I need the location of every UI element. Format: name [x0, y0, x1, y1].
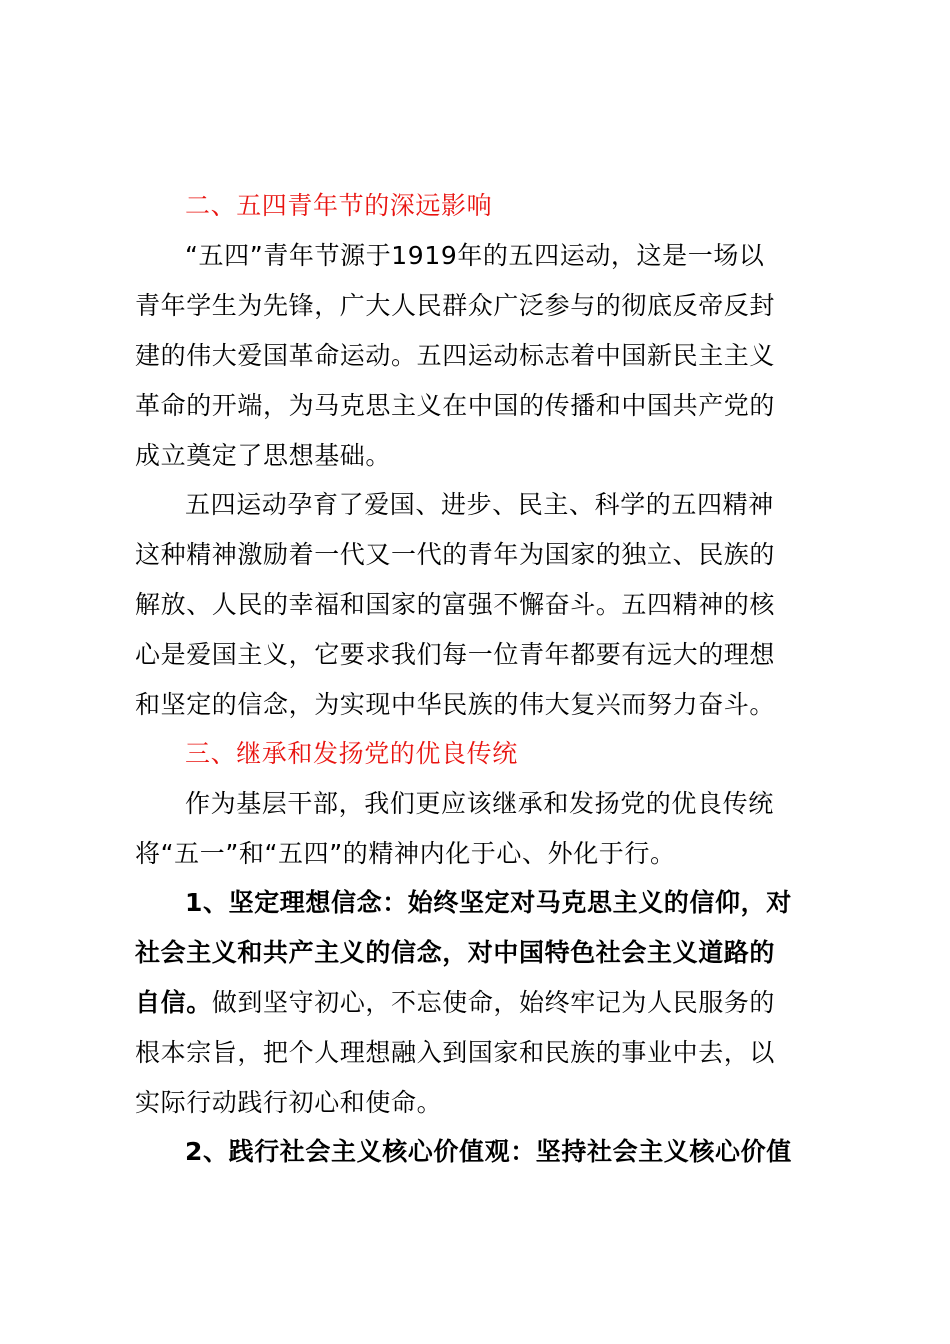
paragraph-line: 青年学生为先锋，广大人民群众广泛参与的彻底反帝反封 [135, 291, 776, 320]
item-1-normal-tail: 做到坚守初心，不忘使命，始终牢记为人民服务的 [211, 988, 776, 1017]
paragraph-line: 解放、人民的幸福和国家的富强不懈奋斗。五四精神的核 [135, 590, 776, 619]
item-1-bold-line: 社会主义和共产主义的信念，对中国特色社会主义道路的 [135, 938, 776, 967]
paragraph-line: 将“五一”和“五四”的精神内化于心、外化于行。 [135, 839, 676, 868]
paragraph-line: 心是爱国主义，它要求我们每一位青年都要有远大的理想 [135, 640, 776, 669]
item-2-bold-line: 2、践行社会主义核心价值观：坚持社会主义核心价值 [185, 1137, 792, 1166]
item-1-bold-line: 1、坚定理想信念：始终坚定对马克思主义的信仰，对 [185, 888, 792, 917]
section-3-heading: 三、继承和发扬党的优良传统 [185, 739, 518, 768]
paragraph-line: 实际行动践行初心和使命。 [135, 1088, 443, 1117]
paragraph-line: 成立奠定了思想基础。 [135, 441, 392, 470]
paragraph-line: 革命的开端，为马克思主义在中国的传播和中国共产党的 [135, 391, 776, 420]
item-1-mixed-line [135, 986, 835, 1020]
section-2-heading: 二、五四青年节的深远影响 [185, 191, 493, 220]
paragraph-line: 这种精神激励着一代又一代的青年为国家的独立、民族的 [135, 540, 776, 569]
paragraph-line: 和坚定的信念，为实现中华民族的伟大复兴而努力奋斗。 [135, 690, 776, 719]
paragraph-line: 五四运动孕育了爱国、进步、民主、科学的五四精神 [185, 490, 774, 519]
paragraph-line: 根本宗旨，把个人理想融入到国家和民族的事业中去，以 [135, 1038, 776, 1067]
paragraph-line: “五四”青年节源于1919年的五四运动，这是一场以 [185, 241, 765, 270]
item-1-bold-tail: 自信。 [135, 988, 212, 1017]
paragraph-line: 建的伟大爱国革命运动。五四运动标志着中国新民主主义 [135, 341, 776, 370]
paragraph-line: 作为基层干部，我们更应该继承和发扬党的优良传统 [185, 789, 774, 818]
